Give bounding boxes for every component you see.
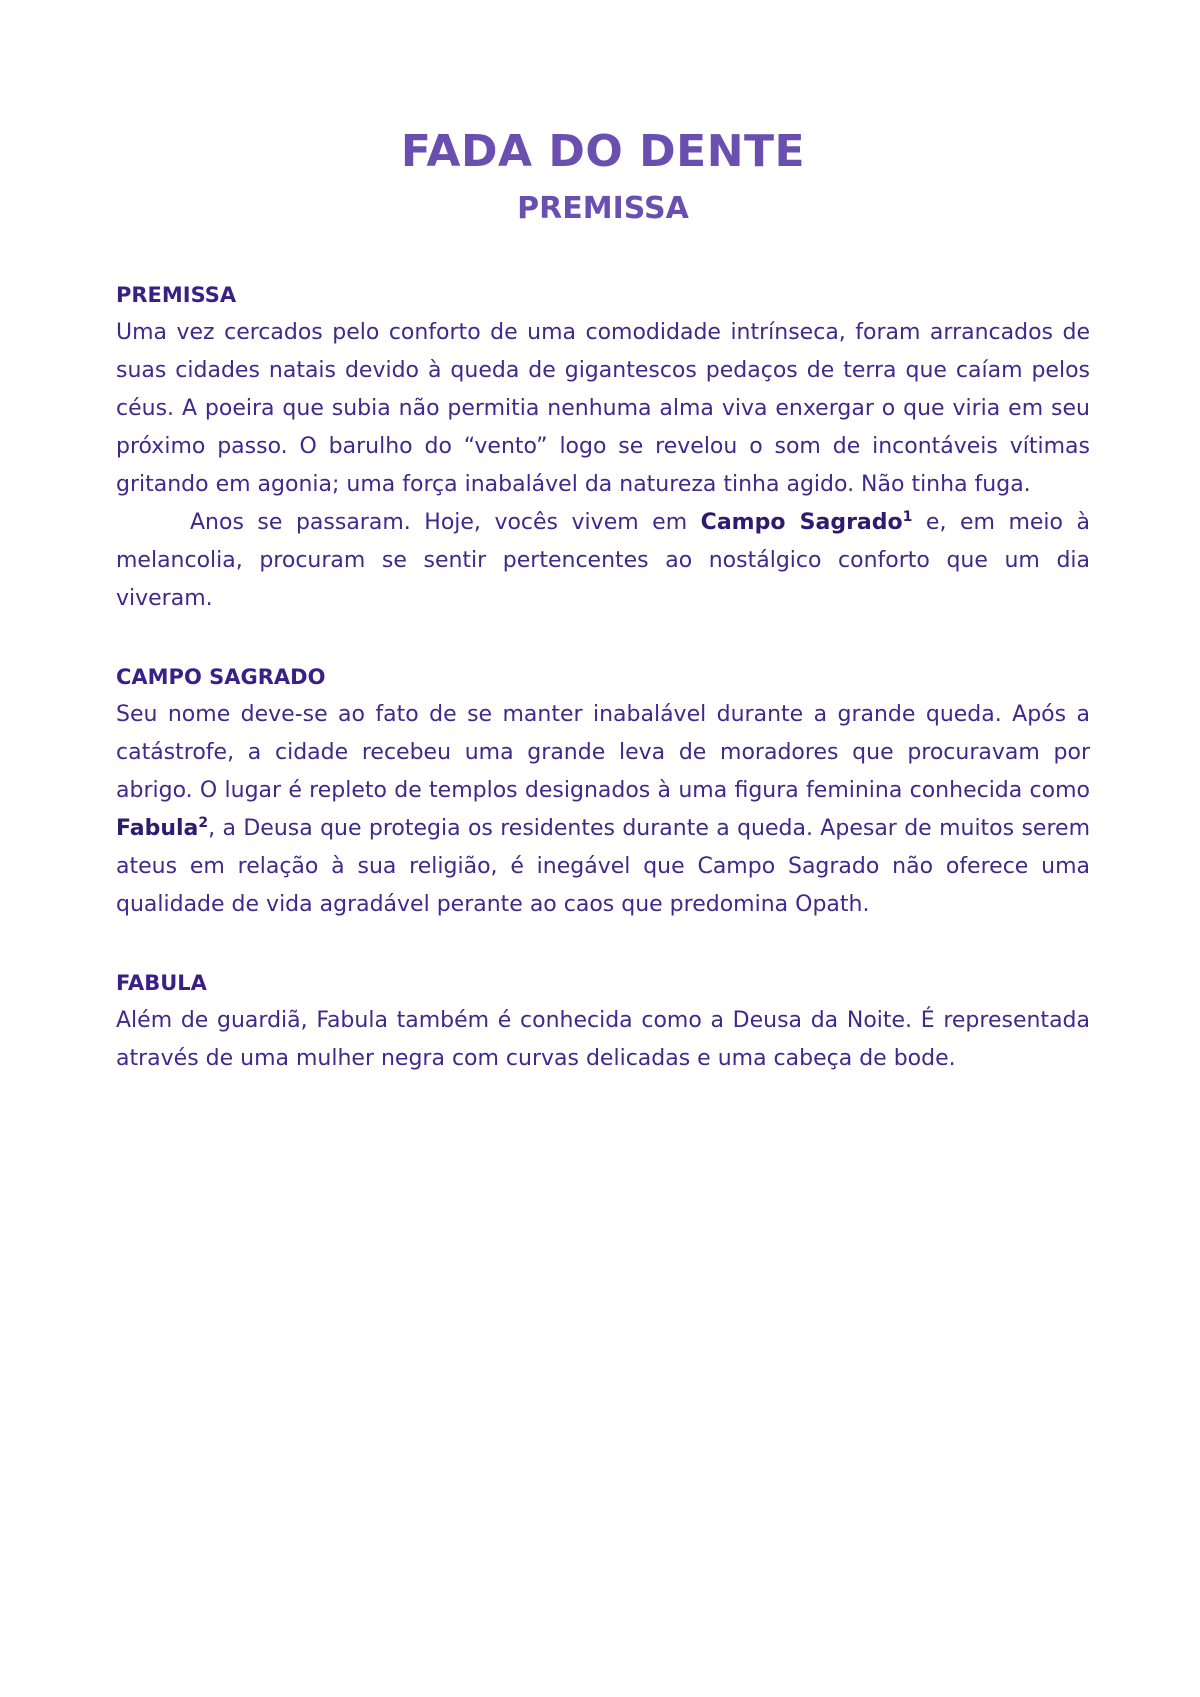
footnote-marker-2[interactable]: 2 — [198, 815, 209, 831]
premissa-paragraph-2 — [116, 504, 1090, 618]
section-heading-premissa: PREMISSA — [116, 283, 237, 307]
premissa-p2-text-after: e, em meio à melancolia, procuram se sentir pertencentes ao nostálgico conforto que um dia viveram. — [116, 510, 1090, 611]
document-title: FADA DO DENTE — [400, 126, 806, 177]
campo-sagrado-text-before: Seu nome deve-se ao fato de se manter inabalável durante a grande queda. Após a catástrofe, a cidade recebeu uma grande leva de moradores que procuravam por abrigo. O lugar é repleto de templos designados à uma figura feminina conhecida como — [116, 702, 1090, 803]
section-fabula — [116, 964, 1090, 1078]
document-page — [116, 118, 1090, 1078]
section-campo-sagrado — [116, 658, 1090, 924]
campo-sagrado-text-after: , a Deusa que protegia os residentes durante a queda. Apesar de muitos serem ateus em relação à sua religião, é inegável que Campo Sagrado não oferece uma qualidade de vida agradável perante ao caos que predomina Opath. — [116, 816, 1090, 917]
fabula-paragraph: Além de guardiã, Fabula também é conhecida como a Deusa da Noite. É representada através de uma mulher negra com curvas delicadas e uma cabeça de bode. — [116, 1008, 1090, 1071]
section-heading-fabula: FABULA — [116, 971, 207, 995]
campo-sagrado-paragraph — [116, 696, 1090, 924]
footnote-marker-1[interactable]: 1 — [902, 509, 913, 525]
campo-sagrado-reference[interactable] — [701, 510, 913, 535]
fabula-reference[interactable] — [116, 816, 208, 841]
fabula-reference-label: Fabula — [116, 816, 199, 841]
campo-sagrado-reference-label: Campo Sagrado — [700, 510, 903, 535]
premissa-p2-text-before: Anos se passaram. Hoje, vocês vivem em — [190, 510, 701, 535]
section-premissa — [116, 276, 1090, 618]
section-heading-campo-sagrado: CAMPO SAGRADO — [116, 665, 326, 689]
premissa-paragraph-1: Uma vez cercados pelo conforto de uma comodidade intrínseca, foram arrancados de suas cidades natais devido à queda de gigantescos pedaços de terra que caíam pelos céus. A poeira que subia não permitia nenhuma alma viva enxergar o que viria em seu próximo passo. O barulho do “vento” logo se revelou o som de incontáveis vítimas gritando em agonia; uma força inabalável da natureza tinha agido. Não tinha fuga. — [116, 320, 1090, 497]
document-subtitle: PREMISSA — [517, 191, 689, 226]
